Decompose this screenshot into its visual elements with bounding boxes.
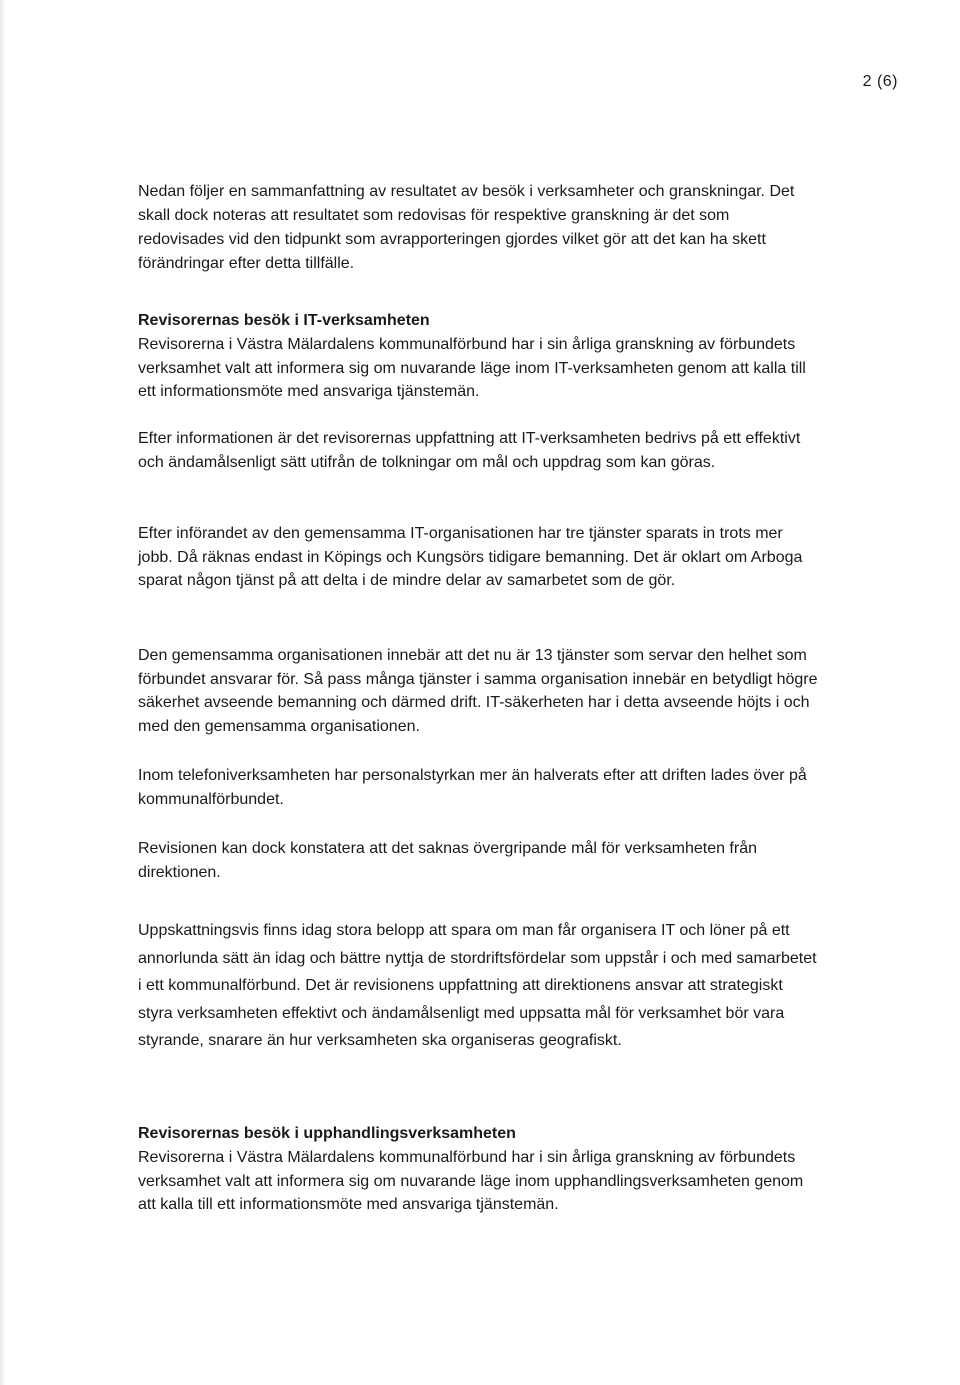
section-it-paragraph-6: Revisionen kan dock konstatera att det saknas övergripande mål för verksamheten från direktionen. <box>138 840 757 881</box>
section-it-paragraph-5: Inom telefoniverksamheten har personalstyrkan mer än halverats efter att driften lades över på kommunalförbundet. <box>138 767 807 808</box>
intro-paragraph: Nedan följer en sammanfattning av resultatet av besök i verksamheter och granskningar. Det skall dock noteras att resultatet som redovisas för respektive granskning är det som redovisades vid den tidpunkt som avrapporteringen gjordes vilket gör att det kan ha skett förändringar efter detta tillfälle. <box>138 183 795 272</box>
section-it-paragraph-3: Efter införandet av den gemensamma IT-organisationen har tre tjänster sparats in trots mer jobb. Då räknas endast in Köpings och Kungsörs tidigare bemanning. Det är oklart om Arboga sparat någon tjänst på att delta i de mindre delar av samarbetet som de gör. <box>138 525 803 589</box>
page-number: 2 (6) <box>862 73 898 90</box>
section-it-paragraph-7: Uppskattningsvis finns idag stora belopp att spara om man får organisera IT och löner på ett annorlunda sätt än idag och bättre nyttja de stordriftsfördelar som uppstår i och med samarbetet i ett kommunalförbund. Det är revisionens uppfattning att direktionens ansvar att strategiskt styra verksamheten effektivt och ändamålsenligt med uppsatta mål för verksamhet bör vara styrande, snarare än hur verksamheten ska organiseras geografiskt. <box>138 922 817 1049</box>
section-it-heading: Revisorernas besök i IT-verksamheten <box>138 312 430 329</box>
section-upphandling-heading: Revisorernas besök i upphandlingsverksamheten <box>138 1125 516 1142</box>
section-it-paragraph-4: Den gemensamma organisationen innebär att det nu är 13 tjänster som servar den helhet som förbundet ansvarar för. Så pass många tjänster i samma organisation innebär en betydligt högre säkerhet avseende bemanning och därmed drift. IT-säkerheten har i detta avseende höjts i och med den gemensamma organisationen. <box>138 647 818 735</box>
section-it-paragraph-1: Revisorerna i Västra Mälardalens kommunalförbund har i sin årliga granskning av förbundets verksamhet valt att informera sig om nuvarande läge inom IT-verksamheten genom att kalla till ett informationsmöte med ansvariga tjänstemän. <box>138 336 806 400</box>
section-upphandling-paragraph-1: Revisorerna i Västra Mälardalens kommunalförbund har i sin årliga granskning av förbundets verksamhet valt att informera sig om nuvarande läge inom upphandlingsverksamheten genom att kalla till ett informationsmöte med ansvariga tjänstemän. <box>138 1149 804 1213</box>
section-it-paragraph-2: Efter informationen är det revisorernas uppfattning att IT-verksamheten bedrivs på ett effektivt och ändamålsenligt sätt utifrån de tolkningar om mål och uppdrag som kan göras. <box>138 430 801 471</box>
scan-edge-shadow <box>0 0 6 1385</box>
